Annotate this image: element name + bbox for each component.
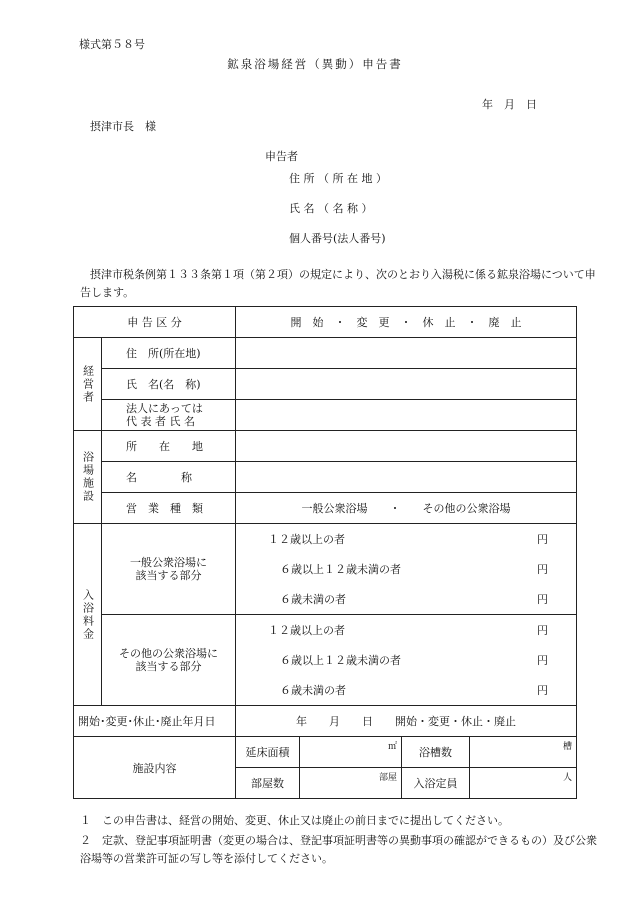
note-1: １ この申告書は、経営の開始、変更、休止又は廃止の前日までに提出してください。 — [80, 814, 509, 827]
yen-unit: 円 — [537, 654, 548, 667]
other-fee-6to12[interactable] — [236, 645, 577, 675]
yen-unit: 円 — [537, 533, 548, 546]
fee-group-cell — [74, 524, 102, 706]
yen-unit: 円 — [537, 593, 548, 606]
other-bath-label — [102, 615, 236, 706]
change-date-field[interactable]: 年 月 日 開始・変更・休止・廃止 — [236, 706, 577, 737]
facility-location-field[interactable] — [236, 431, 577, 462]
sqm-unit: ㎡ — [387, 742, 397, 752]
fee-label: １２歳以上の者 — [268, 624, 345, 637]
tub-unit: 槽 — [562, 742, 572, 752]
tub-count-label: 浴槽数 — [402, 737, 470, 768]
facility-group-cell — [74, 431, 102, 524]
operator-address-label: 住 所(所在地) — [102, 338, 236, 369]
general-fee-12plus[interactable] — [236, 524, 577, 555]
fee-group-label: 入浴料金 — [81, 588, 95, 641]
operator-group-label: 経営者 — [81, 364, 95, 404]
form-number: 様式第５８号 — [79, 38, 145, 51]
floor-area-field[interactable] — [300, 737, 402, 768]
facility-name-field[interactable] — [236, 462, 577, 493]
facility-group-label: 浴場施設 — [81, 451, 95, 503]
facility-location-label: 所 在 地 — [102, 431, 236, 462]
other-bath-line1: その他の公衆浴場に — [119, 647, 218, 660]
operator-group-cell — [74, 338, 102, 431]
fee-label: ６歳未満の者 — [280, 593, 346, 606]
general-bath-label — [102, 524, 236, 615]
operator-name-label: 氏 名(名 称) — [102, 369, 236, 400]
category-label: 申 告 区 分 — [74, 307, 236, 338]
operator-address-field[interactable] — [236, 338, 577, 369]
form-title: 鉱泉浴場経営（異動）申告書 — [227, 57, 403, 71]
general-bath-line2: 該当する部分 — [135, 569, 202, 582]
fee-label: ６歳以上１２歳未満の者 — [280, 563, 401, 576]
applicant-address-label: 住 所 （ 所 在 地 ） — [289, 172, 387, 185]
business-type-label: 営 業 種 類 — [102, 493, 236, 524]
operator-rep-line2: 代 表 者 氏 名 — [126, 415, 195, 428]
general-fee-6to12[interactable] — [236, 554, 577, 584]
business-type-options[interactable]: 一般公衆浴場 ・ その他の公衆浴場 — [236, 493, 577, 524]
capacity-field[interactable] — [470, 768, 577, 799]
applicant-name-label: 氏 名 （ 名 称 ） — [289, 202, 373, 215]
yen-unit: 円 — [537, 624, 548, 637]
operator-rep-field[interactable] — [236, 400, 577, 431]
capacity-label: 入浴定員 — [402, 768, 470, 799]
category-options[interactable]: 開 始 ・ 変 更 ・ 休 止 ・ 廃 止 — [236, 307, 577, 338]
fee-label: ６歳未満の者 — [280, 684, 346, 697]
other-bath-line2: 該当する部分 — [135, 660, 202, 673]
other-fee-12plus[interactable] — [236, 615, 577, 646]
general-bath-line1: 一般公衆浴場に — [130, 556, 207, 569]
yen-unit: 円 — [537, 684, 548, 697]
fee-label: １２歳以上の者 — [268, 533, 345, 546]
operator-name-field[interactable] — [236, 369, 577, 400]
room-count-field[interactable] — [300, 768, 402, 799]
date-line: 年 月 日 — [482, 98, 537, 111]
fee-label: ６歳以上１２歳未満の者 — [280, 654, 401, 667]
note-2: ２ 定款、登記事項証明書（変更の場合は、登記事項証明書等の異動事項の確認ができるもの）及び公衆浴場等の営業許可証の写し等を添付してください。 — [80, 834, 597, 865]
room-count-label: 部屋数 — [236, 768, 300, 799]
declaration-table — [73, 306, 577, 799]
applicant-label: 申告者 — [265, 150, 298, 163]
facility-details-label: 施設内容 — [74, 737, 236, 799]
floor-area-label: 延床面積 — [236, 737, 300, 768]
operator-rep-line1: 法人にあっては — [126, 402, 203, 415]
applicant-id-label: 個人番号(法人番号) — [289, 232, 386, 245]
tub-count-field[interactable] — [470, 737, 577, 768]
yen-unit: 円 — [537, 563, 548, 576]
intro-text: 摂津市税条例第１３３条第１項（第２項）の規定により、次のとおり入湯税に係る鉱泉浴場について申告します。 — [80, 268, 596, 299]
general-fee-under6[interactable] — [236, 584, 577, 615]
person-unit: 人 — [562, 773, 572, 783]
facility-name-label: 名 称 — [102, 462, 236, 493]
operator-rep-label — [102, 400, 236, 431]
other-fee-under6[interactable] — [236, 675, 577, 706]
addressee: 摂津市長 様 — [90, 120, 156, 133]
room-unit: 部屋 — [378, 773, 397, 783]
change-date-label: 開始･変更･休止･廃止年月日 — [74, 706, 236, 737]
